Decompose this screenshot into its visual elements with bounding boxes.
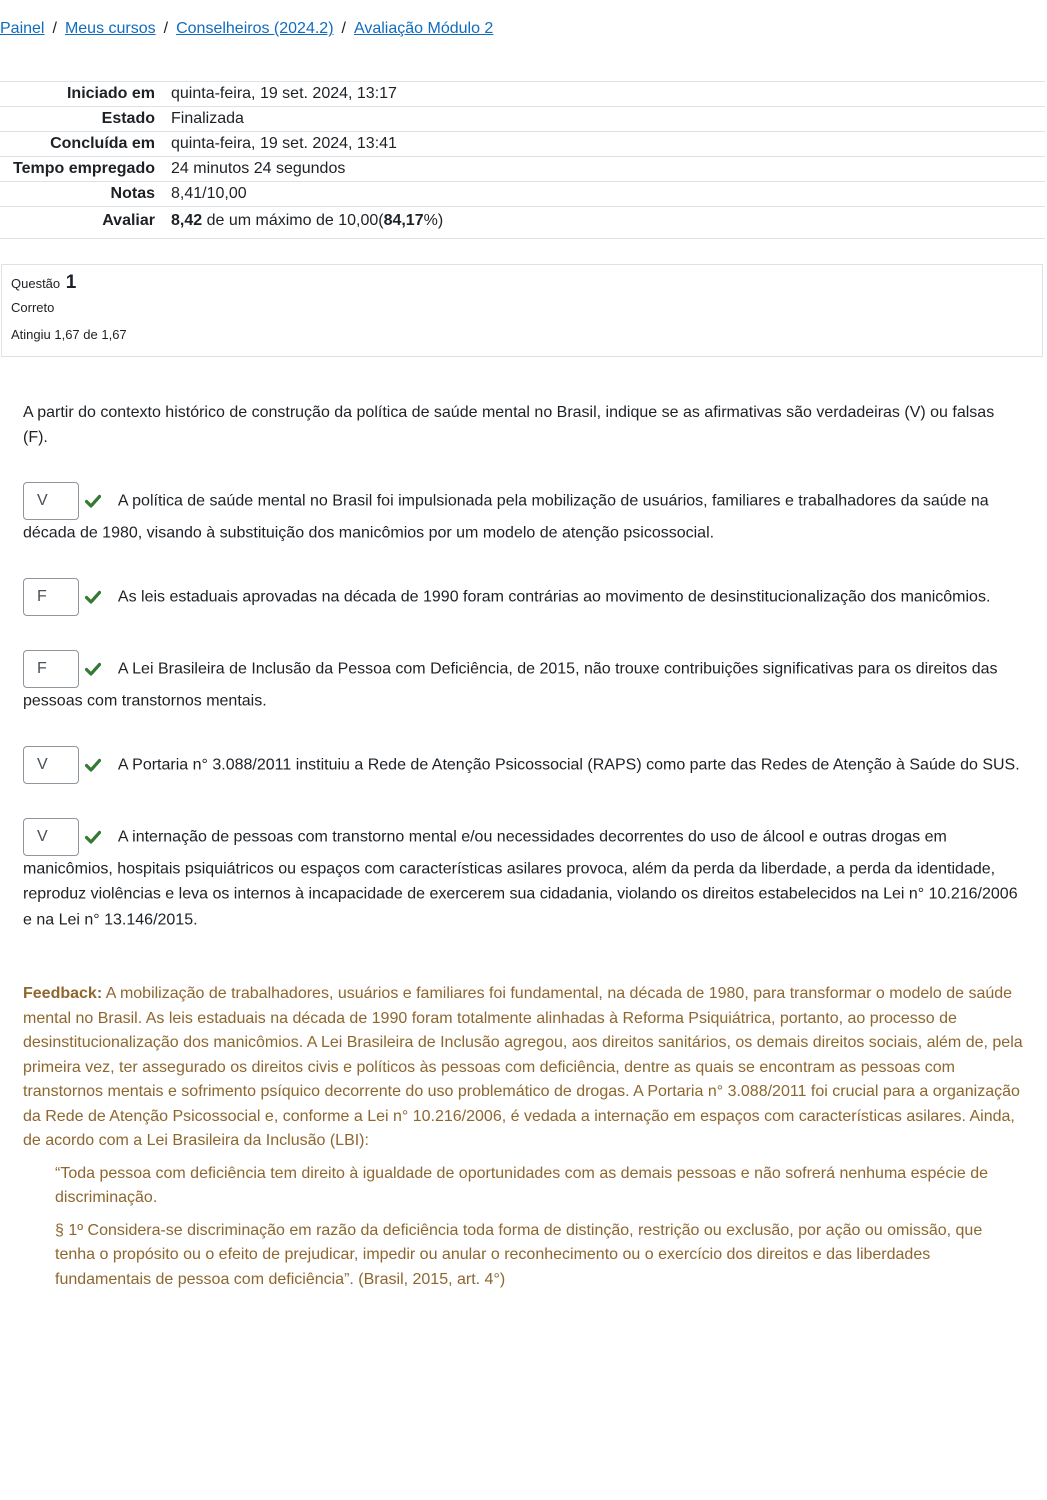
grade-percent: 84,17 <box>383 212 424 229</box>
check-icon <box>85 493 101 509</box>
breadcrumb-painel-link[interactable]: Painel <box>0 20 45 37</box>
breadcrumb-separator: / <box>52 20 57 37</box>
grade-score: 8,42 <box>171 212 203 229</box>
summary-row-state <box>0 107 1045 132</box>
completed-value: quinta-feira, 19 set. 2024, 13:41 <box>171 135 397 152</box>
question-state: Correto <box>11 300 55 315</box>
breadcrumb-quiz-link[interactable]: Avaliação Módulo 2 <box>353 20 494 37</box>
check-icon <box>85 589 101 605</box>
question-grade: Atingiu 1,67 de 1,67 <box>11 327 127 342</box>
feedback-text: A mobilização de trabalhadores, usuários e familiares foi fundamental, na década de 1980, para transformar o modelo de saúde mental no Brasil. As leis estaduais na década de 1990 foram totalmente alinhadas à Reforma Psiquiátrica, portanto, ao processo de desinstitucionalização dos manicômios. A Lei Brasileira de Inclusão agregou, aos direitos sanitários, os demais direitos sociais, além de, pela primeira vez, ter assegurado os direitos civis e políticos às pessoas com deficiência, dentre as quais se encontram as pessoas com transtornos mentais e sofrimento psíquico decorrente do uso problemático de drogas. A Portaria n° 3.088/2011 foi crucial para a organização da Rede de Atenção Psicossocial e, conforme a Lei n° 10.216/2006, é vedada a internação em espaços com características asilares. Ainda, de acordo com a Lei Brasileira da Inclusão (LBI): <box>23 985 1023 1149</box>
marks-value: 8,41/10,00 <box>171 185 247 202</box>
answer-select[interactable]: F <box>23 650 79 688</box>
breadcrumb-course-link[interactable]: Conselheiros (2024.2) <box>176 20 334 37</box>
grade-label: Avaliar <box>102 212 155 229</box>
answer-item <box>23 818 1023 932</box>
completed-label: Concluída em <box>50 135 155 152</box>
feedback-quote-paragraph-1: “Toda pessoa com deficiência tem direito à igualdade de oportunidades com as demais pessoas e não sofrerá nenhuma espécie de discriminação. <box>55 1164 989 1206</box>
summary-row-time <box>0 157 1045 182</box>
answer-select[interactable]: V <box>23 482 79 520</box>
answer-statement: A internação de pessoas com transtorno mental e/ou necessidades decorrentes do uso de álcool e outras drogas em manicômios, hospitais psiquiátricos ou espaços com características asilares provoca, além da perda da liberdade, a perda da identidade, reproduz violências e leva os internos à incapacidade de exercerem sua cidadania, violando os direitos estabelecidos na Lei n° 10.216/2006 e na Lei n° 13.146/2015. <box>23 828 1018 928</box>
summary-row-started <box>0 82 1045 107</box>
check-icon <box>85 829 101 845</box>
breadcrumb-separator: / <box>341 20 346 37</box>
question-number-line <box>11 271 1033 296</box>
answer-select[interactable]: V <box>23 746 79 784</box>
answer-item <box>23 746 1023 784</box>
feedback-quote <box>55 1162 1023 1293</box>
attempt-summary-table <box>0 81 1045 239</box>
summary-row-marks <box>0 182 1045 207</box>
answer-item <box>23 482 1023 545</box>
summary-row-grade <box>0 207 1045 239</box>
started-label: Iniciado em <box>66 85 155 102</box>
answer-item <box>23 650 1023 713</box>
question-number: 1 <box>65 272 77 293</box>
answer-select[interactable]: F <box>23 578 79 616</box>
answer-statement: As leis estaduais aprovadas na década de 1990 foram contrárias ao movimento de desinstitucionalização dos manicômios. <box>117 588 991 606</box>
answer-statement: A Portaria n° 3.088/2011 instituiu a Rede de Atenção Psicossocial (RAPS) como parte das Redes de Atenção à Saúde do SUS. <box>117 756 1020 774</box>
grade-middle: de um máximo de 10,00( <box>202 212 384 229</box>
feedback-label: Feedback: <box>23 985 103 1002</box>
marks-label: Notas <box>110 185 155 202</box>
grade-suffix: %) <box>423 212 444 229</box>
check-icon <box>85 757 101 773</box>
time-taken-label: Tempo empregado <box>13 160 155 177</box>
question-info-box <box>1 264 1043 357</box>
question-label: Questão <box>11 276 61 291</box>
breadcrumb <box>0 20 493 38</box>
answer-item <box>23 578 1023 616</box>
answer-select[interactable]: V <box>23 818 79 856</box>
state-label: Estado <box>101 110 155 127</box>
check-icon <box>85 661 101 677</box>
answer-statement: A Lei Brasileira de Inclusão da Pessoa com Deficiência, de 2015, não trouxe contribuições significativas para os direitos das pessoas com transtornos mentais. <box>23 660 998 710</box>
answer-statement: A política de saúde mental no Brasil foi impulsionada pela mobilização de usuários, familiares e trabalhadores da saúde na década de 1980, visando à substituição dos manicômios por um modelo de atenção psicossocial. <box>23 492 989 542</box>
breadcrumb-meus-cursos-link[interactable]: Meus cursos <box>64 20 156 37</box>
grade-value <box>163 207 1045 239</box>
question-text: A partir do contexto histórico de construção da política de saúde mental no Brasil, indique se as afirmativas são verdadeiras (V) ou falsas (F). <box>23 404 995 446</box>
breadcrumb-separator: / <box>163 20 169 37</box>
summary-row-completed <box>0 132 1045 157</box>
time-taken-value: 24 minutos 24 segundos <box>171 160 346 177</box>
started-value: quinta-feira, 19 set. 2024, 13:17 <box>171 85 397 102</box>
feedback-quote-paragraph-2: § 1º Considera-se discriminação em razão da deficiência toda forma de distinção, restrição ou exclusão, por ação ou omissão, que tenha o propósito ou o efeito de prejudicar, impedir ou anular o reconhecimento ou o exercício dos direitos e das liberdades fundamentais de pessoa com deficiência”. (Brasil, 2015, art. 4°) <box>55 1221 983 1288</box>
state-value: Finalizada <box>171 110 244 127</box>
general-feedback <box>23 982 1023 1300</box>
